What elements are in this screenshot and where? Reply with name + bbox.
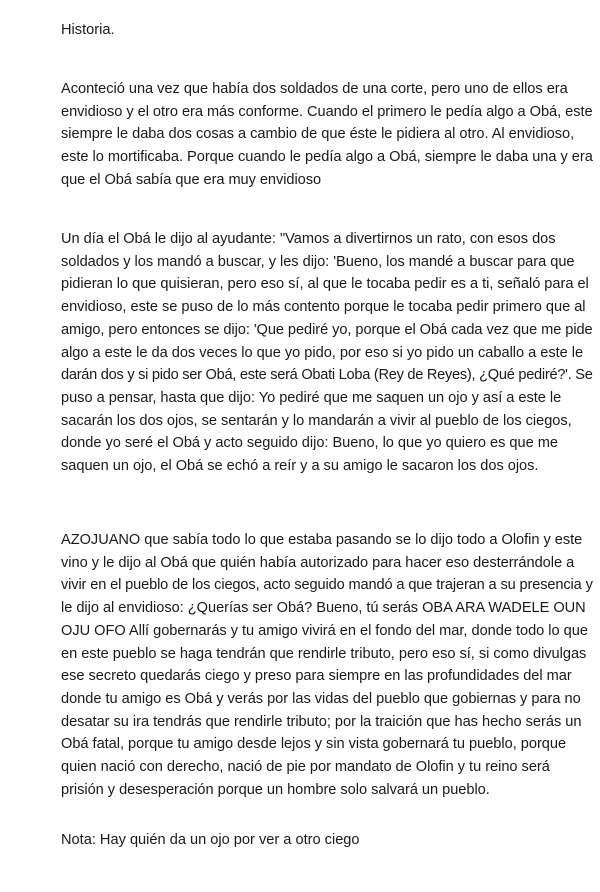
text-line: desatar su ira tendrás que rendirle tributo; por la traición que has hecho serás un <box>61 713 582 730</box>
text-line: este lo mortificaba. Porque cuando le pedía algo a Obá, siempre le daba una y era <box>61 149 593 166</box>
text-line: amigo, pero entonces se dijo: 'Que pediré yo, porque el Obá cada vez que me pide <box>61 321 593 338</box>
text-line: saquen un ojo, el Obá se echó a reír y a su amigo le sacaron los dos ojos. <box>61 458 539 475</box>
document-title: Historia. <box>61 22 115 38</box>
text-line: donde yo seré el Obá y acto seguido dijo: Bueno, lo que yo quiero es que me <box>61 435 558 452</box>
text-line: puso a pensar, hasta que dijo: Yo pediré que me saquen un ojo y así a este le <box>61 389 562 406</box>
text-line: envidioso y el otro era más conforme. Cuando el primero le pedía algo a Obá, este <box>61 103 593 120</box>
text-line: quien nació con derecho, nació de pie por mandato de Olofin y tu reino será <box>61 759 550 776</box>
text-line: AZOJUANO que sabía todo lo que estaba pasando se lo dijo todo a Olofin y este <box>61 532 583 548</box>
text-line: siempre le daba dos cosas a cambio de que éste le pidiera al otro. Al envidioso, <box>61 126 575 143</box>
text-line: ese secreto quedarás ciego y preso para siempre en las profundidades del mar <box>61 668 572 685</box>
text-line: Un día el Obá le dijo al ayudante: "Vamos a divertirnos un rato, con esos dos <box>61 231 556 247</box>
text-line: vivir en el pueblo de los ciegos, acto seguido mandó a que trajeran a su presencia y <box>61 577 593 594</box>
text-line: en este pueblo se haga tendrán que rendirle tributo, pero eso sí, si como divulgas <box>61 645 587 662</box>
text-line: darán dos y si pido ser Obá, este será Obati Loba (Rey de Reyes), ¿Qué pediré?'. Se <box>61 367 593 384</box>
text-line: soldados y los mandó a buscar, y les dijo: 'Bueno, los mandé a buscar para que <box>61 253 575 270</box>
text-line: envidioso, este se puso de lo más contento porque le tocaba pedir primero que al <box>61 299 586 316</box>
document-note: Nota: Hay quién da un ojo por ver a otro ciego <box>61 832 360 848</box>
text-line: prisión y desesperación porque un hombre solo salvará un pueblo. <box>61 781 490 798</box>
text-line: algo a este le da dos veces lo que yo pido, por eso si yo pido un caballo a este le <box>61 344 584 361</box>
text-line: le dijo al envidioso: ¿Querías ser Obá? Bueno, tú serás OBA ARA WADELE OUN <box>61 600 586 617</box>
text-line: Obá fatal, porque tu amigo desde lejos y sin vista gobernará tu pueblo, porque <box>61 736 567 753</box>
paragraph-2 <box>61 228 595 478</box>
text-line: OJU OFO Allí gobernarás y tu amigo vivirá en el fondo del mar, donde todo lo que <box>61 622 588 639</box>
text-line: vino y le dijo al Obá que quién había autorizado para hacer eso desterrándole a <box>61 554 575 571</box>
paragraph-1 <box>61 78 595 192</box>
text-line: que el Obá sabía que era muy envidioso <box>61 171 322 188</box>
text-line: Aconteció una vez que había dos soldados de una corte, pero uno de ellos era <box>61 81 568 97</box>
paragraph-3 <box>61 529 595 801</box>
text-line: pidieran lo que quisieran, pero eso sí, al que le tocaba pedir es a ti, señaló para el <box>61 276 589 293</box>
text-line: sacarán los dos ojos, se sentarán y lo mandarán a vivir al pueblo de los ciegos, <box>61 412 572 429</box>
text-line: donde tu amigo es Obá y verás por las vidas del pueblo que gobiernas y para no <box>61 690 581 707</box>
